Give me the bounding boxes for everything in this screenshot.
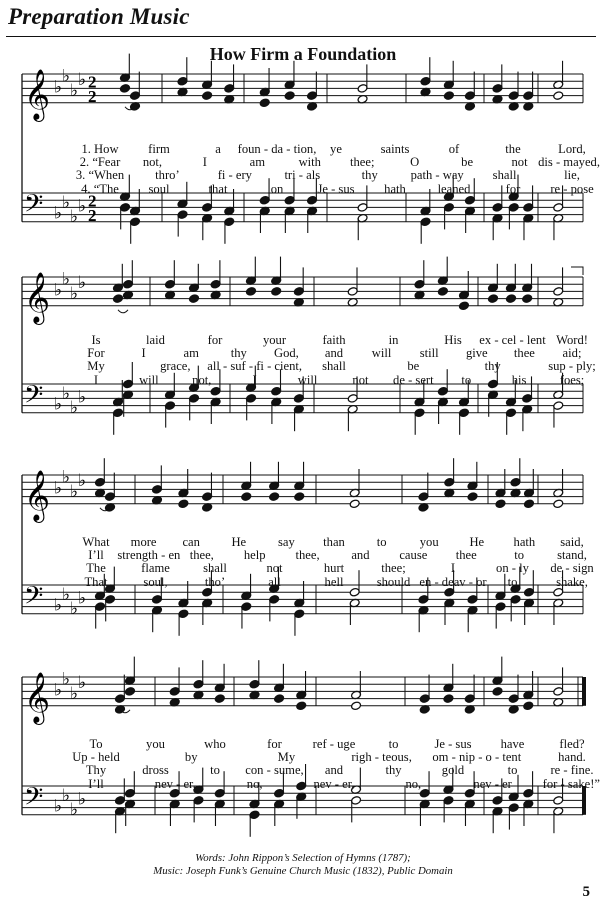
flat-icon: ♭ (70, 207, 79, 228)
lyric-syllable: tri - als (284, 168, 321, 183)
lyric-syllable: fi - ery (217, 168, 252, 183)
flat-icon: ♭ (70, 81, 79, 101)
lyric-syllable: hath (513, 535, 536, 549)
lyric-syllable: O (410, 155, 420, 170)
lyric-syllable: For (87, 346, 105, 361)
lyric-syllable: soul, (143, 574, 168, 589)
flat-icon: ♭ (78, 673, 87, 694)
lyric-syllable: To (89, 737, 103, 751)
credits (0, 852, 606, 878)
lyric-syllable: Je - sus (317, 181, 355, 196)
lyric-syllable: than (323, 535, 345, 549)
lyric-syllable: re - pose (550, 181, 594, 196)
time-signature-bottom: 2 (88, 86, 97, 106)
flat-icon: ♭ (78, 196, 87, 217)
lyric-syllable: 3. “When (75, 168, 125, 183)
lyric-syllable: dross (142, 763, 169, 778)
lyric-syllable: Is (91, 333, 101, 347)
lyric-syllable: and (324, 346, 344, 361)
flat-icon: ♭ (78, 471, 87, 492)
lyric-syllable: be (461, 155, 474, 170)
lyric-syllable: He (231, 535, 247, 549)
lyric-syllable: om - nip - o - tent (432, 750, 522, 765)
lyric-syllable: to (388, 737, 399, 751)
lyric-syllable: hell (324, 574, 344, 589)
bass-clef-icon: 𝄢 (24, 782, 44, 818)
lyric-syllable: Word! (556, 333, 588, 347)
lyric-syllable: cause (399, 548, 428, 563)
lyric-syllable: He (469, 535, 485, 549)
lyric-syllable: saints (380, 142, 410, 156)
lyric-syllable: nev - er (473, 776, 512, 791)
lyric-syllable: thee; (381, 561, 406, 576)
lyric-syllable: you (146, 737, 165, 751)
lyric-syllable: of (448, 142, 460, 156)
lyric-syllable: thee (455, 548, 477, 563)
lyric-syllable: should (376, 574, 411, 589)
lyric-syllable: on (270, 181, 284, 196)
flat-icon: ♭ (54, 203, 63, 224)
lyric-syllable: no, (405, 776, 422, 791)
lyric-syllable: That (84, 574, 108, 589)
lyric-syllable: to (461, 372, 472, 387)
treble-clef-icon: 𝄞 (24, 271, 51, 323)
lyric-syllable: I (93, 372, 99, 387)
lyric-syllable: with (298, 155, 321, 170)
lyric-line-8 (0, 374, 606, 387)
lyric-line-11 (0, 562, 606, 575)
lyric-syllable: for - sake!” (542, 776, 600, 791)
lyric-syllable: who (204, 737, 226, 751)
final-barline (582, 677, 586, 706)
flat-icon: ♭ (78, 588, 87, 609)
lyric-syllable: flame (141, 561, 170, 576)
lyric-syllable: de - sign (550, 561, 594, 576)
words-credit: Words: John Rippon’s Selection of Hymns (1787); (195, 852, 411, 864)
lyric-syllable: I (450, 561, 456, 576)
lyric-syllable: My (87, 359, 105, 374)
lyric-syllable: give (465, 346, 488, 361)
lyric-syllable: shall (322, 359, 346, 374)
lyric-syllable: tho’ (204, 574, 226, 589)
lyric-syllable: leaned (437, 181, 471, 196)
lyric-line-2 (0, 156, 606, 169)
flat-icon: ♭ (62, 785, 71, 806)
lyric-syllable: not, (142, 155, 163, 170)
lyric-syllable: will (297, 372, 318, 387)
bracket-mark (571, 267, 583, 275)
lyric-syllable: thee, (189, 548, 214, 563)
page-title: Preparation Music (8, 4, 190, 29)
lyric-line-15 (0, 764, 606, 777)
flat-icon: ♭ (62, 584, 71, 605)
flat-icon: ♭ (70, 284, 79, 304)
lyric-syllable: more (130, 535, 157, 549)
lyric-syllable: that (208, 181, 228, 196)
lyric-syllable: all (268, 574, 281, 589)
lyric-line-14 (0, 751, 606, 764)
lyric-syllable: lie, (564, 168, 580, 183)
note-head (351, 701, 362, 711)
lyric-syllable: am (249, 155, 266, 170)
treble-staff-4 (22, 657, 583, 725)
lyric-syllable: de - sert (393, 372, 434, 387)
flat-icon: ♭ (54, 280, 63, 301)
bass-clef-icon: 𝄢 (24, 380, 44, 416)
flat-icon: ♭ (62, 192, 71, 213)
note-head (296, 701, 307, 711)
lyric-syllable: en - deav - or (419, 574, 487, 589)
lyric-syllable: Up - held (72, 750, 120, 765)
lyric-syllable: still (419, 346, 439, 361)
bass-clef-icon: 𝄢 (24, 581, 44, 617)
hymn-title: How Firm a Foundation (209, 44, 397, 64)
lyric-syllable: ye (330, 142, 342, 156)
lyric-syllable: I’ll (88, 776, 104, 791)
lyric-syllable: ex - cel - lent (479, 333, 546, 347)
lyric-line-16 (0, 778, 606, 791)
lyric-syllable: and (324, 763, 344, 778)
flat-icon: ♭ (54, 394, 63, 415)
lyric-syllable: The (86, 561, 106, 576)
lyric-syllable: I’ll (88, 548, 104, 563)
lyric-syllable: What (82, 535, 110, 549)
lyric-syllable: all - suf - fi - cient, (207, 359, 303, 374)
lyric-syllable: to (507, 574, 518, 589)
lyric-syllable: to (376, 535, 387, 549)
lyric-syllable: dis - mayed, (538, 155, 600, 170)
lyric-line-7 (0, 360, 606, 373)
lyric-syllable: Lord, (558, 142, 586, 156)
flat-icon: ♭ (70, 482, 79, 502)
lyric-syllable: I (141, 346, 146, 361)
lyric-line-6 (0, 347, 606, 360)
lyric-syllable: on - ly (496, 561, 529, 576)
lyric-syllable: laid (146, 333, 165, 347)
treble-clef-icon: 𝄞 (24, 469, 51, 521)
lyric-syllable: hath (384, 181, 406, 196)
lyric-syllable: hand. (558, 750, 586, 765)
music-credit: Music: Joseph Funk’s Genuine Church Music (1832), Public Domain (153, 865, 453, 877)
lyric-line-10 (0, 549, 606, 562)
lyric-syllable: sup - ply; (548, 359, 596, 374)
lyric-syllable: in (388, 333, 399, 347)
lyric-syllable: 4. “The (81, 181, 119, 196)
lyric-syllable: aid; (562, 346, 582, 361)
flat-icon: ♭ (62, 383, 71, 404)
flat-icon: ♭ (54, 796, 63, 817)
flat-icon: ♭ (54, 77, 63, 98)
lyric-syllable: righ - teous, (351, 750, 412, 765)
lyric-syllable: his (511, 372, 527, 387)
flat-icon: ♭ (62, 467, 71, 488)
lyric-syllable: stand, (557, 548, 587, 563)
lyric-syllable: be (407, 359, 420, 374)
lyric-syllable: by (184, 750, 198, 765)
lyric-syllable: thy (230, 346, 247, 361)
lyric-syllable: have (500, 737, 525, 751)
lyric-syllable: no, (246, 776, 263, 791)
lyric-syllable: said, (560, 535, 584, 549)
lyric-line-3 (0, 169, 606, 182)
lyric-syllable: for (505, 181, 521, 196)
lyric-syllable: shall (492, 168, 517, 183)
lyric-syllable: your (262, 333, 287, 347)
flat-icon: ♭ (54, 595, 63, 616)
lyric-syllable: His (444, 333, 462, 347)
lyric-syllable: 2. “Fear (79, 155, 121, 170)
treble-clef-icon: 𝄞 (24, 671, 51, 723)
lyric-syllable: 1. How (81, 142, 119, 156)
lyric-syllable: foes; (559, 372, 585, 387)
flat-icon: ♭ (54, 478, 63, 499)
lyric-syllable: a (215, 142, 221, 156)
lyric-syllable: nev - er, (313, 776, 355, 791)
lyric-syllable: Je - sus (434, 737, 472, 751)
time-signature-bottom: 2 (88, 205, 97, 225)
flat-icon: ♭ (70, 800, 79, 821)
time-signature-top: 2 (88, 72, 97, 92)
lyric-syllable: hurt (323, 561, 345, 576)
lyric-syllable: to (507, 763, 518, 778)
lyric-syllable: shake, (556, 574, 588, 589)
lyric-syllable: ref - uge (312, 737, 356, 751)
lyric-syllable: thee, (295, 548, 320, 563)
lyric-syllable: help (243, 548, 266, 563)
lyric-line-1 (0, 143, 606, 156)
flat-icon: ♭ (70, 684, 79, 704)
flat-icon: ♭ (78, 273, 87, 294)
flat-icon: ♭ (78, 387, 87, 408)
treble-staff-3 (22, 458, 583, 523)
lyric-syllable: can (182, 535, 200, 549)
note-head (523, 701, 534, 711)
lyric-syllable: thy (484, 359, 501, 374)
lyric-syllable: will (139, 372, 159, 387)
lyric-syllable: and (351, 548, 370, 563)
lyric-syllable: faith (322, 333, 346, 347)
tie (118, 310, 128, 313)
lyric-syllable: con - sume, (245, 763, 304, 778)
lyric-line-13 (0, 738, 606, 751)
lyric-syllable: path - way (410, 168, 464, 183)
treble-clef-icon: 𝄞 (24, 68, 51, 120)
flat-icon: ♭ (70, 599, 79, 620)
lyric-syllable: I (202, 155, 207, 170)
flat-icon: ♭ (62, 66, 71, 87)
flat-icon: ♭ (54, 680, 63, 701)
lyric-syllable: for (207, 333, 223, 347)
lyric-syllable: for (267, 737, 282, 751)
lyric-line-5 (0, 334, 606, 347)
treble-staff-2 (22, 257, 583, 325)
lyric-syllable: nev - er, (154, 776, 196, 791)
lyric-line-9 (0, 536, 606, 549)
lyric-syllable: not (266, 561, 283, 576)
lyric-syllable: gold (441, 763, 465, 778)
flat-icon: ♭ (78, 70, 87, 91)
lyric-syllable: grace, (160, 359, 191, 374)
lyric-syllable: not, (192, 372, 212, 387)
flat-icon: ♭ (70, 398, 79, 419)
flat-icon: ♭ (78, 789, 87, 810)
lyric-syllable: not (352, 372, 369, 387)
lyric-syllable: thy (361, 168, 378, 183)
lyric-syllable: am (183, 346, 199, 361)
lyric-syllable: fled? (559, 737, 585, 751)
lyric-syllable: to (210, 763, 220, 778)
lyric-line-12 (0, 576, 606, 589)
time-signature-top: 2 (88, 191, 97, 211)
lyric-syllable: to (514, 548, 525, 563)
lyric-syllable: thee; (349, 155, 375, 170)
lyric-syllable: thee (513, 346, 535, 361)
page-number: 5 (582, 884, 590, 900)
lyric-syllable: strength - en (117, 548, 181, 563)
lyric-syllable: thro’ (155, 168, 180, 183)
lyric-syllable: shall (203, 561, 227, 576)
lyric-syllable: say (277, 535, 295, 549)
lyric-syllable: God, (273, 346, 299, 361)
lyric-syllable: thy (385, 763, 402, 778)
lyric-syllable: My (277, 750, 296, 765)
note-head (553, 91, 564, 101)
treble-staff-1 (22, 54, 583, 122)
lyric-syllable: I (252, 372, 257, 387)
lyric-syllable: will (371, 346, 392, 361)
lyric-syllable: soul (148, 181, 170, 196)
note-head (522, 294, 533, 304)
lyric-syllable: the (505, 142, 521, 156)
flat-icon: ♭ (62, 269, 71, 290)
lyric-syllable: not (511, 155, 528, 170)
flat-icon: ♭ (62, 669, 71, 690)
lyric-syllable: Thy (85, 763, 107, 778)
bass-clef-icon: 𝄢 (24, 189, 44, 225)
lyric-syllable: firm (148, 142, 170, 156)
lyric-syllable: foun - da - tion, (237, 142, 317, 156)
lyric-line-4 (0, 183, 606, 196)
lyric-syllable: you (419, 535, 439, 549)
lyric-syllable: re - fine. (550, 763, 594, 778)
